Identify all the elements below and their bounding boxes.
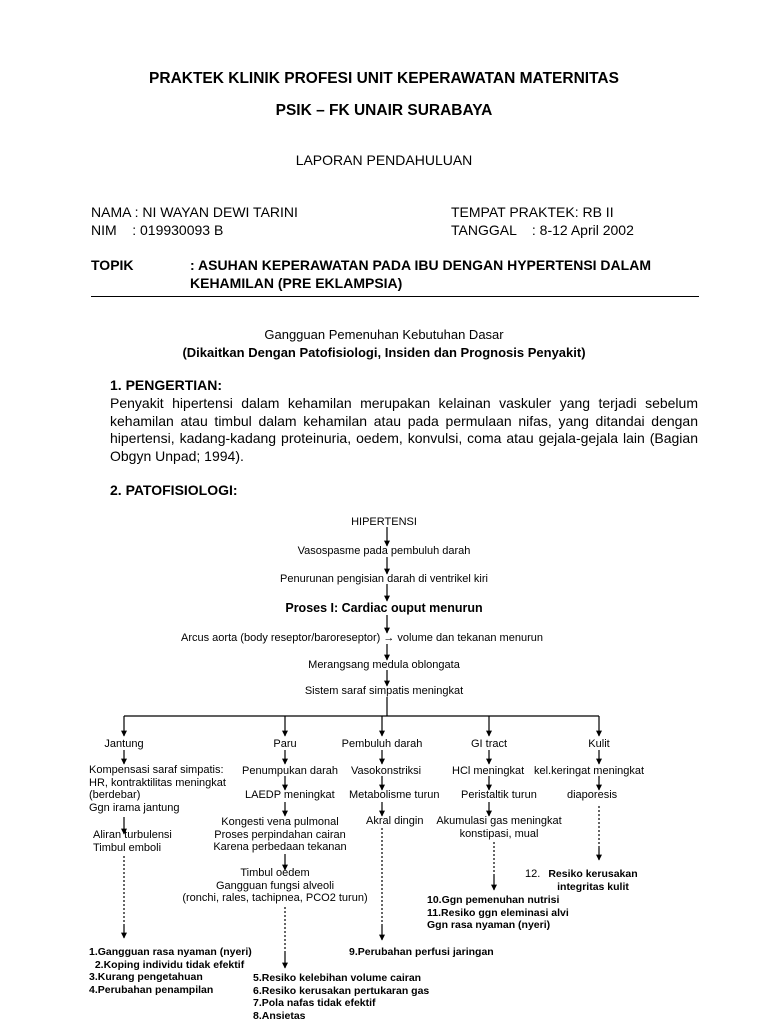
subtitle-line-2: (Dikaitkan Dengan Patofisiologi, Insiden dan Prognosis Penyakit) [182,345,586,360]
branch-kulit: Kulit [588,738,610,750]
kulit-diaporesis: diaporesis [567,789,618,801]
jantung-aliran: Aliran turbulensi Timbul emboli [93,829,172,854]
node-arcus-aorta: Arcus aorta (body reseptor/baroreseptor) → volume dan tekanan menurun [181,632,543,644]
nim-field: NIM : 019930093 B [91,222,224,238]
node-proses-1: Proses I: Cardiac ouput menurun [285,601,483,615]
pembuluh-akral: Akral dingin [366,815,424,827]
pengertian-heading: 1. PENGERTIAN: [110,377,223,393]
nama-field: NAMA : NI WAYAN DEWI TARINI [91,204,298,220]
title-line-1: PRAKTEK KLINIK PROFESI UNIT KEPERAWATAN MATERNITAS [149,70,619,87]
topik-label: TOPIK [91,257,134,273]
patofisiologi-heading: 2. PATOFISIOLOGI: [110,482,238,498]
gi-hcl: HCl meningkat [452,765,525,777]
node-vasospasme: Vasospasme pada pembuluh darah [297,545,471,557]
diagnosis-pembuluh-darah: 9.Perubahan perfusi jaringan [349,946,494,958]
diagnosis-kulit: Resiko kerusakan integritas kulit [548,868,638,893]
pengertian-paragraph: Penyakit hipertensi dalam kehamilan merupakan kelainan vaskuler yang terjadi sebelum kehamilan atau timbul dalam kehamilan atau pada permulaan nifas, yang ditandai dengan hipertensi, kadang-kadang proteinuria, oedem, konvulsi, coma atau gejala-gejala lain (Bagian Obgyn Unpad; 1994). [110,395,698,464]
diagnosis-gi-tract: 10.Ggn pemenuhan nutrisi 11.Resiko ggn eleminasi alvi Ggn rasa nyaman (nyeri) [427,894,569,931]
pembuluh-metabolisme: Metabolisme turun [349,789,440,801]
pembuluh-vasokonstriksi: Vasokonstriksi [351,765,422,777]
node-penurunan: Penurunan pengisian darah di ventrikel kiri [280,573,488,585]
kulit-keringat: kel.keringat meningkat [534,765,645,777]
branch-pembuluh-darah: Pembuluh darah [341,738,423,750]
branch-gi-tract: GI tract [470,738,508,750]
tanggal-field: TANGGAL : 8-12 April 2002 [451,222,634,238]
subtitle-line-1: Gangguan Pemenuhan Kebutuhan Dasar [264,327,504,342]
title-line-2: PSIK – FK UNAIR SURABAYA [275,102,493,119]
paru-laedp: LAEDP meningkat [245,789,335,801]
branch-paru: Paru [273,738,297,750]
topik-line-1: : ASUHAN KEPERAWATAN PADA IBU DENGAN HYPERTENSI DALAM [190,257,651,273]
gi-peristaltik: Peristaltik turun [461,789,537,801]
paru-timbul-oedem: Timbul oedem Gangguan fungsi alveoli (ronchi, rales, tachipnea, PCO2 turun) [182,867,368,904]
diagnosis-12-number: 12. [525,868,541,880]
gi-akumulasi: Akumulasi gas meningkat konstipasi, mual [436,815,562,840]
topik-line-2: KEHAMILAN (PRE EKLAMPSIA) [190,275,403,291]
jantung-kompensasi: Kompensasi saraf simpatis: HR, kontraktilitas meningkat (berdebar) Ggn irama jantung [89,764,226,814]
paru-kongesti: Kongesti vena pulmonal Proses perpindahan cairan Karena perbedaan tekanan [213,816,347,853]
paru-penumpukan: Penumpukan darah [242,765,339,777]
node-sistem-saraf: Sistem saraf simpatis meningkat [304,685,464,697]
tempat-praktek-field: TEMPAT PRAKTEK: RB II [451,204,614,220]
node-merangsang: Merangsang medula oblongata [308,659,460,671]
diagnosis-paru: 5.Resiko kelebihan volume cairan 6.Resiko kerusakan pertukaran gas 7.Pola nafas tidak efektif 8.Ansietas [253,972,430,1022]
diagnosis-jantung: 1.Gangguan rasa nyaman (nyeri) 2.Koping individu tidak efektif 3.Kurang pengetahuan 4.Perubahan penampilan [89,946,252,996]
branch-jantung: Jantung [104,738,144,750]
node-hipertensi: HIPERTENSI [351,516,417,528]
document-type: LAPORAN PENDAHULUAN [295,152,473,168]
